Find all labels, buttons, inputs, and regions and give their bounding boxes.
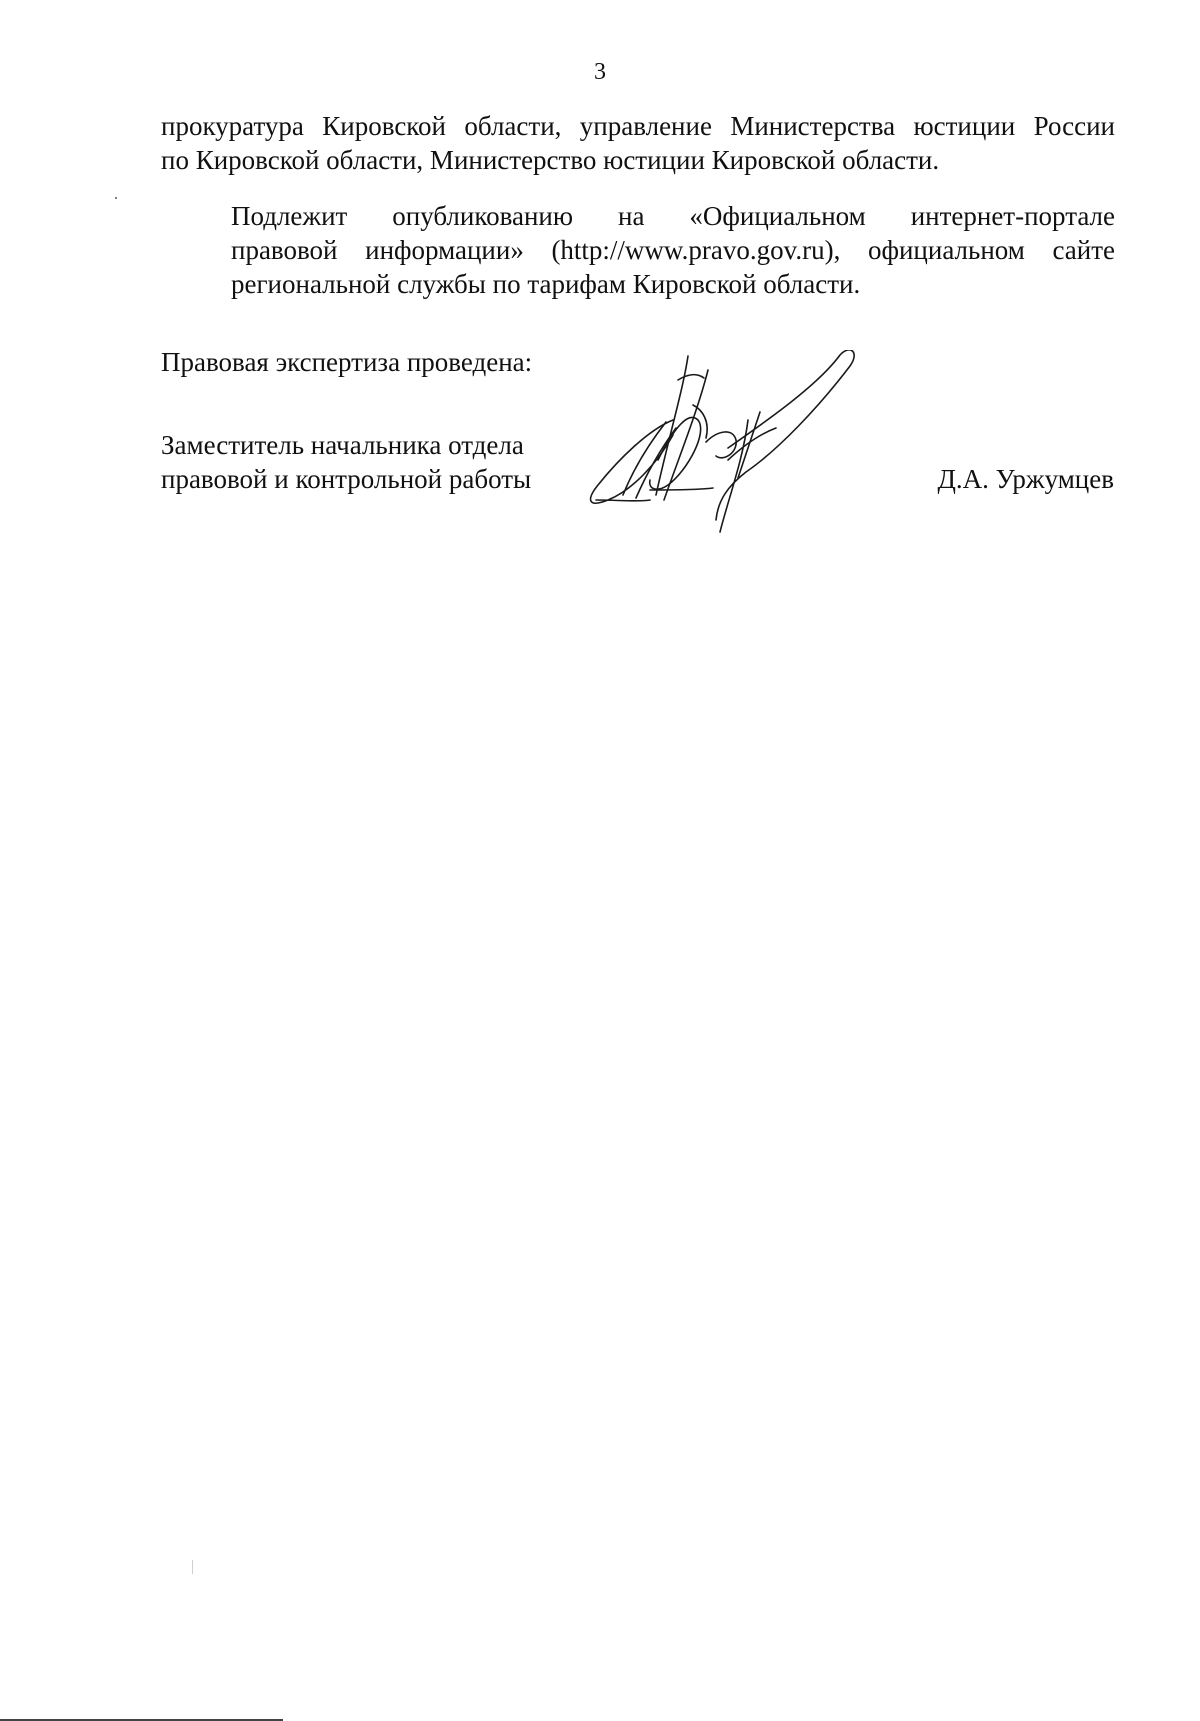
paragraph-line: по Кировской области, Министерство юстиции Кировской области. bbox=[161, 145, 940, 175]
handwritten-signature bbox=[578, 350, 898, 535]
signer-position bbox=[161, 428, 531, 496]
paragraph-line: правовой информации» (http://www.pravo.gov.ru), официальном сайте bbox=[231, 235, 1115, 265]
paragraph-line: Подлежит опубликованию на «Официальном интернет-портале bbox=[231, 201, 1115, 231]
paragraph-line: региональной службы по тарифам Кировской области. bbox=[231, 269, 861, 299]
scan-edge-mark bbox=[192, 1560, 193, 1574]
signer-position-line: правовой и контрольной работы bbox=[161, 464, 532, 494]
paragraph-recipients bbox=[161, 109, 1115, 177]
page-number: 3 bbox=[594, 59, 606, 85]
paragraph-publication bbox=[161, 199, 1115, 301]
signer-name: Д.А. Уржумцев bbox=[937, 464, 1114, 494]
paragraph-line: прокуратура Кировской области, управление Министерства юстиции России bbox=[161, 111, 1115, 141]
scan-speck bbox=[115, 197, 117, 199]
signer-position-line: Заместитель начальника отдела bbox=[161, 430, 524, 460]
legal-expertise-title: Правовая экспертиза проведена: bbox=[161, 347, 533, 377]
